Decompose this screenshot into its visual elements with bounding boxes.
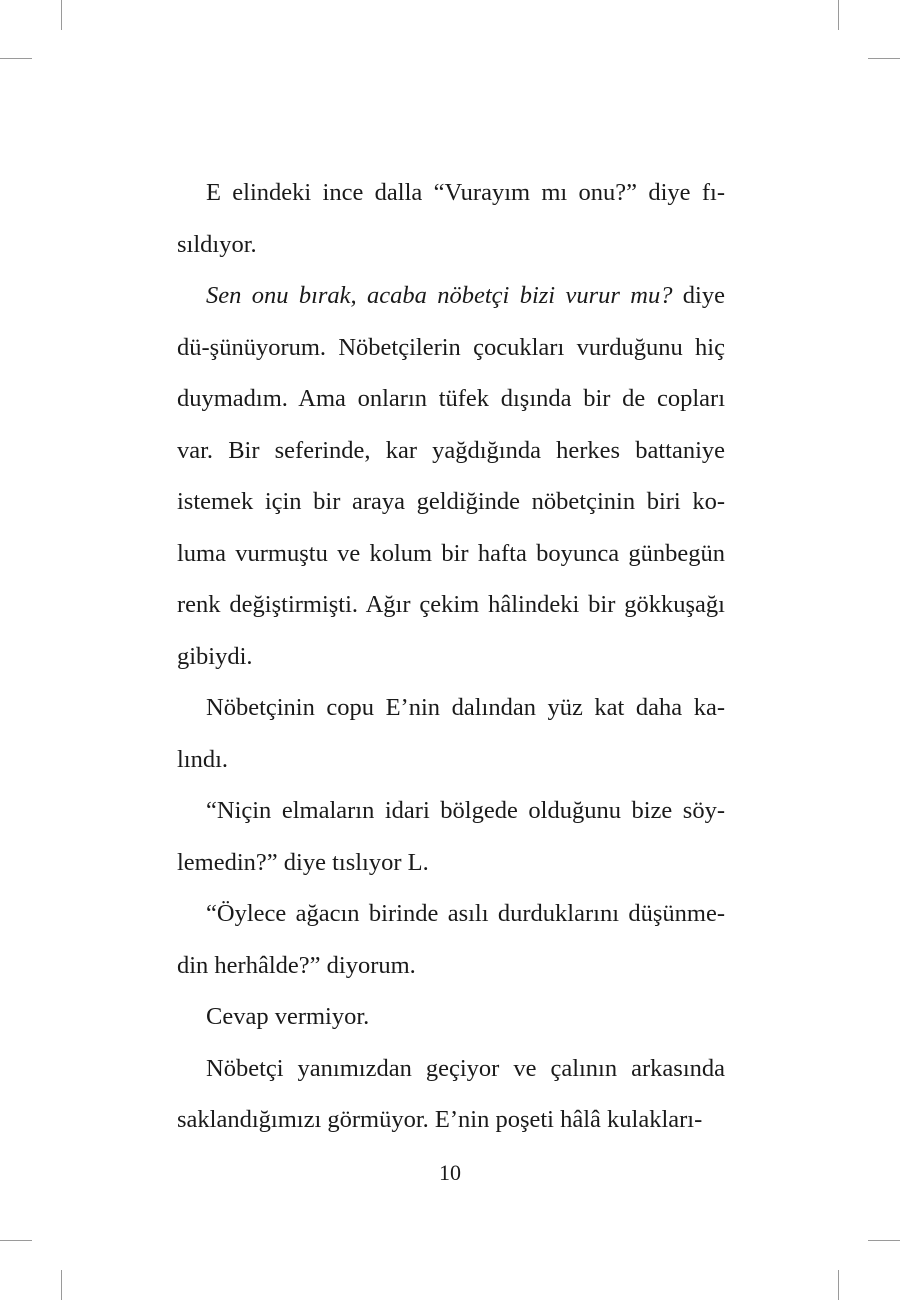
paragraph xyxy=(177,888,725,991)
crop-mark-right-bottom xyxy=(868,1240,900,1241)
paragraph-text: Nöbetçi yanımızdan geçiyor ve çalının arkasında saklandığımızı görmüyor. E’nin poşeti hâlâ kulakları- xyxy=(177,1054,725,1133)
crop-mark-top-left xyxy=(61,0,62,30)
page-number: 10 xyxy=(439,1160,461,1185)
italic-thought: Sen onu bırak, acaba nöbetçi bizi vurur mu? xyxy=(206,282,673,309)
paragraph-text: E elindeki ince dalla “Vurayım mı onu?” diye fı-sıldıyor. xyxy=(177,179,725,258)
paragraph xyxy=(177,991,725,1043)
crop-mark-bottom-left xyxy=(61,1270,62,1300)
crop-mark-bottom-right xyxy=(838,1270,839,1300)
body-text xyxy=(177,167,725,1146)
paragraph xyxy=(177,682,725,785)
paragraph-text: Cevap vermiyor. xyxy=(206,1003,370,1030)
paragraph xyxy=(177,270,725,682)
crop-mark-right-top xyxy=(868,58,900,59)
paragraph-text: Nöbetçinin copu E’nin dalından yüz kat daha ka-lındı. xyxy=(177,694,725,773)
paragraph-text: “Niçin elmaların idari bölgede olduğunu bize söy-lemedin?” diye tıslıyor L. xyxy=(177,797,725,876)
crop-mark-left-top xyxy=(0,58,32,59)
paragraph xyxy=(177,785,725,888)
paragraph xyxy=(177,167,725,270)
paragraph-text: diye dü-şünüyorum. Nöbetçilerin çocukları vurduğunu hiç duymadım. Ama onların tüfek dışında bir de copları var. Bir seferinde, kar yağdığında herkes battaniye istemek için bir araya geldiğinde nöbetçinin biri ko-luma vurmuştu ve kolum bir hafta boyunca günbegün renk değiştirmişti. Ağır çekim hâlindeki bir gökkuşağı gibiydi. xyxy=(177,282,725,670)
crop-mark-top-right xyxy=(838,0,839,30)
paragraph-text: “Öylece ağacın birinde asılı durduklarını düşünme-din herhâlde?” diyorum. xyxy=(177,900,725,979)
paragraph xyxy=(177,1043,725,1146)
crop-mark-left-bottom xyxy=(0,1240,32,1241)
